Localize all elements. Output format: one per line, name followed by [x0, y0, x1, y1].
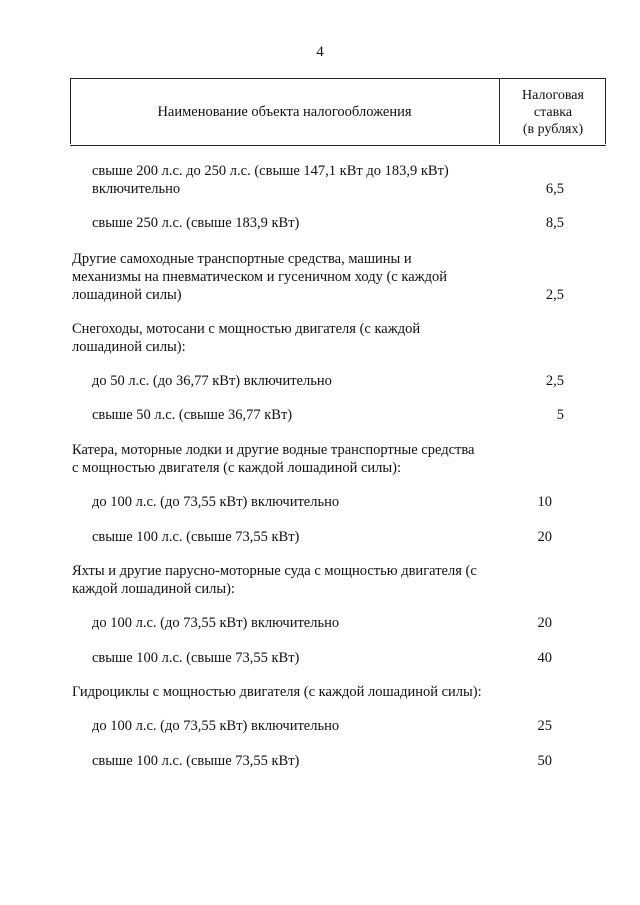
- row-text-line: до 100 л.с. (до 73,55 кВт) включительно: [92, 615, 340, 631]
- row-text-line: до 50 л.с. (до 36,77 кВт) включительно: [92, 373, 332, 389]
- row-value: 50: [537, 753, 552, 769]
- row-text-line: лошадиной силы):: [72, 339, 186, 355]
- row-text-line: механизмы на пневматическом и гусеничном ходу (с каждой: [72, 269, 448, 285]
- table-header: [70, 78, 606, 146]
- row-text-line: лошадиной силы): [72, 287, 182, 303]
- header-rate-line: ставка: [533, 104, 573, 120]
- row-text-line: свыше 100 л.с. (свыше 73,55 кВт): [92, 529, 300, 545]
- row-text-line: Снегоходы, мотосани с мощностью двигателя (с каждой: [72, 321, 421, 337]
- row-value: 40: [537, 650, 552, 666]
- row-text-line: с мощностью двигателя (с каждой лошадиной силы):: [72, 460, 401, 476]
- table-column-divider: [499, 78, 500, 144]
- row-text-line: Катера, моторные лодки и другие водные транспортные средства: [72, 442, 475, 458]
- row-value: 2,5: [545, 373, 564, 389]
- row-text-line: свыше 50 л.с. (свыше 36,77 кВт): [92, 407, 293, 423]
- row-text-line: до 100 л.с. (до 73,55 кВт) включительно: [92, 494, 340, 510]
- row-text-line: Другие самоходные транспортные средства, машины и: [72, 251, 412, 267]
- row-value: 8,5: [545, 215, 564, 231]
- row-value: 2,5: [545, 287, 564, 303]
- row-value: 6,5: [545, 181, 564, 197]
- page-number: 4: [316, 44, 324, 60]
- row-text-line: свыше 100 л.с. (свыше 73,55 кВт): [92, 650, 300, 666]
- row-text-line: включительно: [92, 181, 181, 197]
- row-text-line: свыше 250 л.с. (свыше 183,9 кВт): [92, 215, 300, 231]
- row-value: 20: [537, 529, 552, 545]
- header-rate-line: (в рублях): [522, 121, 584, 137]
- row-text-line: свыше 200 л.с. до 250 л.с. (свыше 147,1 кВт до 183,9 кВт): [92, 163, 449, 179]
- row-text-line: каждой лошадиной силы):: [72, 581, 235, 597]
- row-value: 20: [537, 615, 552, 631]
- row-text-line: Яхты и другие парусно-моторные суда с мощностью двигателя (с: [72, 563, 477, 579]
- table-right-border: [605, 78, 606, 144]
- row-value: 10: [537, 494, 552, 510]
- table-left-border: [70, 78, 71, 144]
- row-value: 5: [556, 407, 564, 423]
- row-value: 25: [537, 718, 552, 734]
- header-rate-line: Налоговая: [522, 87, 584, 103]
- header-rate-column: [500, 79, 606, 145]
- row-text-line: свыше 100 л.с. (свыше 73,55 кВт): [92, 753, 300, 769]
- header-name-column: Наименование объекта налогообложения: [157, 103, 412, 120]
- row-text-line: Гидроциклы с мощностью двигателя (с каждой лошадиной силы):: [72, 684, 482, 700]
- row-text-line: до 100 л.с. (до 73,55 кВт) включительно: [92, 718, 340, 734]
